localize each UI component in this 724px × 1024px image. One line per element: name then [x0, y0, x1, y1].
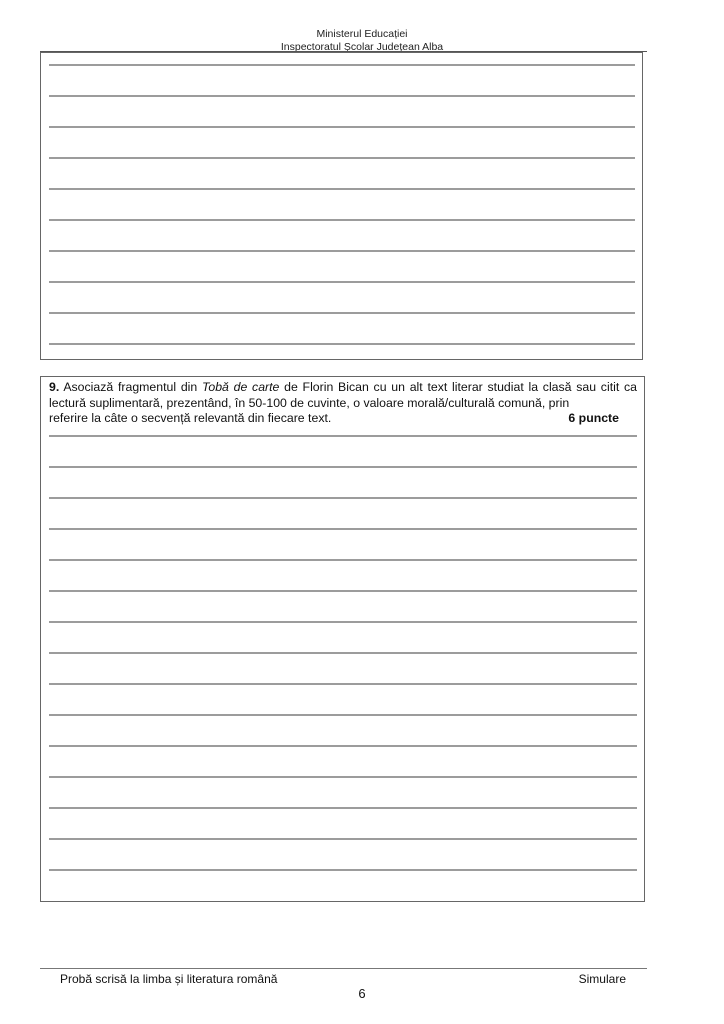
- writing-line: [49, 188, 635, 190]
- writing-line: [49, 126, 635, 128]
- writing-line: [49, 745, 637, 747]
- question-9-box: [40, 376, 645, 902]
- header-ministry: Ministerul Educației: [316, 28, 408, 40]
- writing-line: [49, 250, 635, 252]
- question-number: 9.: [49, 380, 60, 394]
- writing-line: [49, 95, 635, 97]
- writing-line: [49, 621, 637, 623]
- writing-line: [49, 559, 637, 561]
- question-last-line: referire la câte o secvență relevantă din fiecare text. 6 puncte: [49, 411, 619, 425]
- writing-line: [49, 528, 637, 530]
- writing-line: [49, 590, 637, 592]
- writing-line: [49, 157, 635, 159]
- footer-divider: [40, 968, 647, 969]
- question-body: 9. Asociază fragmentul din Tobă de carte de Florin Bican cu un alt text literar studiat la clasă sau citit ca lectură suplimentară, prezentând, în 50-100 de cuvinte, o valoare morală/culturală comună, prin: [49, 380, 637, 410]
- writing-line: [49, 838, 637, 840]
- question-9-text: [49, 380, 637, 427]
- writing-line: [49, 466, 637, 468]
- writing-line: [49, 683, 637, 685]
- writing-line: [49, 869, 637, 871]
- answer-box-previous[interactable]: [40, 52, 643, 360]
- footer-simulation-label: Simulare: [578, 972, 626, 986]
- writing-line: [49, 281, 635, 283]
- writing-line: [49, 219, 635, 221]
- writing-line: [49, 776, 637, 778]
- writing-line: [49, 64, 635, 66]
- points-label: 6 puncte: [568, 411, 619, 425]
- writing-line: [49, 497, 637, 499]
- footer-exam-title: Probă scrisă la limba și literatura română: [60, 972, 278, 986]
- page-number: 6: [358, 986, 366, 1001]
- writing-line: [49, 435, 637, 437]
- writing-line: [49, 652, 637, 654]
- writing-line: [49, 343, 635, 345]
- writing-line: [49, 714, 637, 716]
- writing-line: [49, 807, 637, 809]
- header-inspectorate: Inspectoratul Școlar Județean Alba: [280, 41, 444, 53]
- book-title: Tobă de carte: [201, 380, 280, 394]
- writing-line: [49, 312, 635, 314]
